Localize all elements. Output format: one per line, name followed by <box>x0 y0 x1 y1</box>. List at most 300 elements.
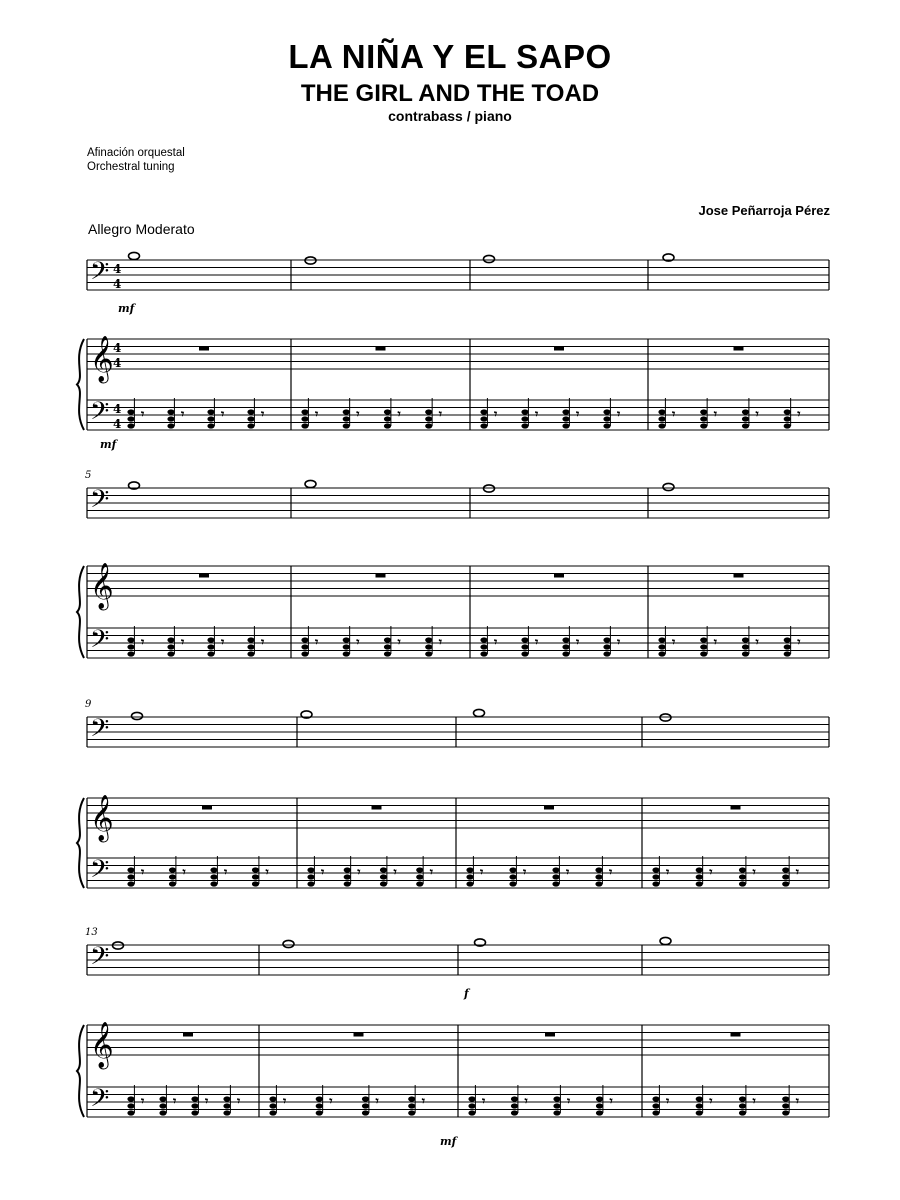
time-signature-bottom: 4 <box>113 417 122 431</box>
chord-note <box>468 1103 475 1108</box>
chord-note <box>167 637 174 642</box>
chord-note <box>603 423 610 428</box>
chord-note <box>480 651 487 656</box>
chord-note <box>739 1110 746 1115</box>
chord-note <box>521 651 528 656</box>
chord-note <box>652 1103 659 1108</box>
composer-name: Jose Peñarroja Pérez <box>698 203 830 218</box>
eighth-rest-icon: 𝄾 <box>429 865 433 879</box>
whole-note <box>663 483 674 490</box>
chord-note <box>207 409 214 414</box>
chord-note <box>159 1103 166 1108</box>
chord-note <box>603 644 610 649</box>
eighth-rest-icon: 𝄾 <box>567 1094 571 1108</box>
chord-note <box>167 423 174 428</box>
chord-note <box>301 644 308 649</box>
whole-rest-icon <box>199 574 209 578</box>
chord-note <box>742 637 749 642</box>
whole-note <box>474 709 485 716</box>
chord-note <box>782 1103 789 1108</box>
tuning-note-english: Orchestral tuning <box>87 161 175 173</box>
chord-note <box>700 651 707 656</box>
staff-lines <box>87 798 829 828</box>
chord-note <box>521 637 528 642</box>
chord-note <box>509 881 516 886</box>
chord-note <box>739 1103 746 1108</box>
whole-rest-icon <box>544 806 554 810</box>
eighth-rest-icon: 𝄾 <box>480 865 484 879</box>
chord-note <box>307 881 314 886</box>
chord-note <box>207 651 214 656</box>
time-signature-top: 4 <box>113 402 122 416</box>
chord-note <box>380 881 387 886</box>
chord-note <box>466 881 473 886</box>
eighth-rest-icon: 𝄾 <box>709 865 713 879</box>
chord-note <box>509 867 516 872</box>
eighth-rest-icon: 𝄾 <box>566 865 570 879</box>
chord-note <box>343 416 350 421</box>
eighth-rest-icon: 𝄾 <box>261 407 265 421</box>
chord-note <box>307 867 314 872</box>
chord-note <box>207 644 214 649</box>
eighth-rest-icon: 𝄾 <box>672 635 676 649</box>
chord-note <box>652 874 659 879</box>
staff-lines <box>87 628 829 658</box>
chord-note <box>343 637 350 642</box>
chord-note <box>127 409 134 414</box>
chord-note <box>301 423 308 428</box>
chord-note <box>596 1110 603 1115</box>
chord-note <box>384 644 391 649</box>
whole-note <box>484 255 495 262</box>
chord-note <box>603 637 610 642</box>
chord-note <box>552 881 559 886</box>
chord-note <box>468 1096 475 1101</box>
chord-note <box>696 1096 703 1101</box>
eighth-rest-icon: 𝄾 <box>393 865 397 879</box>
chord-note <box>384 637 391 642</box>
measure-number: 9 <box>85 699 92 710</box>
eighth-rest-icon: 𝄾 <box>438 407 442 421</box>
chord-note <box>210 881 217 886</box>
chord-note <box>739 881 746 886</box>
eighth-rest-icon: 𝄾 <box>524 1094 528 1108</box>
eighth-rest-icon: 𝄾 <box>609 865 613 879</box>
chord-note <box>167 644 174 649</box>
chord-note <box>652 1096 659 1101</box>
chord-note <box>207 637 214 642</box>
chord-note <box>191 1096 198 1101</box>
time-signature-top: 4 <box>113 262 122 276</box>
chord-note <box>169 867 176 872</box>
eighth-rest-icon: 𝄾 <box>261 635 265 649</box>
eighth-rest-icon: 𝄾 <box>666 1094 670 1108</box>
chord-note <box>562 423 569 428</box>
chord-note <box>384 651 391 656</box>
chord-note <box>782 867 789 872</box>
chord-note <box>247 409 254 414</box>
treble-clef-icon: 𝄞 <box>90 336 114 382</box>
piano-brace <box>77 1025 84 1117</box>
eighth-rest-icon: 𝄾 <box>141 1094 145 1108</box>
eighth-rest-icon: 𝄾 <box>237 1094 241 1108</box>
tuning-note-spanish: Afinación orquestal <box>87 147 185 159</box>
eighth-rest-icon: 𝄾 <box>617 407 621 421</box>
chord-note <box>425 644 432 649</box>
staff-lines <box>87 339 829 369</box>
chord-note <box>700 637 707 642</box>
eighth-rest-icon: 𝄾 <box>752 1094 756 1108</box>
chord-note <box>603 416 610 421</box>
chord-note <box>416 874 423 879</box>
chord-note <box>782 874 789 879</box>
chord-note <box>739 874 746 879</box>
eighth-rest-icon: 𝄾 <box>494 635 498 649</box>
chord-note <box>595 867 602 872</box>
chord-note <box>480 416 487 421</box>
chord-note <box>784 416 791 421</box>
chord-note <box>784 409 791 414</box>
eighth-rest-icon: 𝄾 <box>205 1094 209 1108</box>
eighth-rest-icon: 𝄾 <box>713 635 717 649</box>
chord-note <box>362 1103 369 1108</box>
chord-note <box>362 1096 369 1101</box>
whole-rest-icon <box>554 574 564 578</box>
eighth-rest-icon: 𝄾 <box>356 407 360 421</box>
chord-note <box>552 867 559 872</box>
eighth-rest-icon: 𝄾 <box>182 865 186 879</box>
chord-note <box>562 416 569 421</box>
instrumentation: contrabass / piano <box>388 108 512 124</box>
chord-note <box>343 651 350 656</box>
chord-note <box>416 881 423 886</box>
piece-subtitle: THE GIRL AND THE TOAD <box>300 80 600 107</box>
eighth-rest-icon: 𝄾 <box>181 635 185 649</box>
chord-note <box>127 874 134 879</box>
chord-note <box>742 644 749 649</box>
chord-note <box>553 1110 560 1115</box>
whole-note <box>305 480 316 487</box>
eighth-rest-icon: 𝄾 <box>224 865 228 879</box>
eighth-rest-icon: 𝄾 <box>535 407 539 421</box>
chord-note <box>696 881 703 886</box>
whole-rest-icon <box>734 347 744 351</box>
chord-note <box>343 423 350 428</box>
chord-note <box>425 423 432 428</box>
eighth-rest-icon: 𝄾 <box>283 1094 287 1108</box>
chord-note <box>127 1103 134 1108</box>
chord-note <box>553 1096 560 1101</box>
whole-rest-icon <box>545 1033 555 1037</box>
chord-note <box>223 1110 230 1115</box>
eighth-rest-icon: 𝄾 <box>181 407 185 421</box>
chord-note <box>652 867 659 872</box>
piano-brace <box>77 566 84 658</box>
eighth-rest-icon: 𝄾 <box>666 865 670 879</box>
chord-note <box>784 651 791 656</box>
chord-note <box>468 1110 475 1115</box>
eighth-rest-icon: 𝄾 <box>797 635 801 649</box>
chord-note <box>696 1103 703 1108</box>
eighth-rest-icon: 𝄾 <box>797 407 801 421</box>
chord-note <box>191 1110 198 1115</box>
chord-note <box>521 423 528 428</box>
eighth-rest-icon: 𝄾 <box>438 635 442 649</box>
chord-note <box>344 874 351 879</box>
chord-note <box>509 874 516 879</box>
chord-note <box>603 409 610 414</box>
eighth-rest-icon: 𝄾 <box>494 407 498 421</box>
eighth-rest-icon: 𝄾 <box>356 635 360 649</box>
chord-note <box>380 874 387 879</box>
chord-note <box>384 423 391 428</box>
chord-note <box>210 874 217 879</box>
chord-note <box>511 1096 518 1101</box>
chord-note <box>307 874 314 879</box>
chord-note <box>700 423 707 428</box>
treble-clef-icon: 𝄞 <box>90 563 114 609</box>
staff-lines <box>87 488 829 518</box>
chord-note <box>247 644 254 649</box>
chord-note <box>316 1110 323 1115</box>
chord-note <box>344 881 351 886</box>
eighth-rest-icon: 𝄾 <box>617 635 621 649</box>
chord-note <box>301 416 308 421</box>
chord-note <box>696 867 703 872</box>
chord-note <box>269 1103 276 1108</box>
chord-note <box>127 644 134 649</box>
chord-note <box>652 1110 659 1115</box>
piece-title: LA NIÑA Y EL SAPO <box>288 38 612 75</box>
eighth-rest-icon: 𝄾 <box>141 635 145 649</box>
eighth-rest-icon: 𝄾 <box>315 635 319 649</box>
chord-note <box>742 423 749 428</box>
chord-note <box>425 637 432 642</box>
chord-note <box>739 1096 746 1101</box>
chord-note <box>301 637 308 642</box>
chord-note <box>696 1110 703 1115</box>
chord-note <box>784 644 791 649</box>
dynamic-marking: f <box>464 987 469 1000</box>
chord-note <box>408 1110 415 1115</box>
chord-note <box>562 409 569 414</box>
chord-note <box>252 881 259 886</box>
chord-note <box>269 1096 276 1101</box>
chord-note <box>696 874 703 879</box>
whole-rest-icon <box>183 1033 193 1037</box>
whole-rest-icon <box>734 574 744 578</box>
chord-note <box>562 644 569 649</box>
chord-note <box>127 881 134 886</box>
chord-note <box>511 1103 518 1108</box>
chord-note <box>207 416 214 421</box>
chord-note <box>466 874 473 879</box>
whole-rest-icon <box>199 347 209 351</box>
chord-note <box>596 1096 603 1101</box>
chord-note <box>127 1096 134 1101</box>
chord-note <box>127 416 134 421</box>
chord-note <box>207 423 214 428</box>
piano-brace <box>77 798 84 888</box>
eighth-rest-icon: 𝄾 <box>173 1094 177 1108</box>
time-signature-top: 4 <box>113 341 122 355</box>
eighth-rest-icon: 𝄾 <box>576 635 580 649</box>
eighth-rest-icon: 𝄾 <box>535 635 539 649</box>
whole-note <box>129 252 140 259</box>
chord-note <box>652 881 659 886</box>
eighth-rest-icon: 𝄾 <box>375 1094 379 1108</box>
time-signature-bottom: 4 <box>113 356 122 370</box>
chord-note <box>408 1096 415 1101</box>
chord-note <box>362 1110 369 1115</box>
chord-note <box>159 1110 166 1115</box>
chord-note <box>343 409 350 414</box>
staff-lines <box>87 717 829 747</box>
whole-rest-icon <box>731 1033 741 1037</box>
dynamic-marking: mf <box>440 1135 457 1148</box>
bass-clef-icon: 𝄢 <box>90 1084 110 1119</box>
eighth-rest-icon: 𝄾 <box>482 1094 486 1108</box>
chord-note <box>782 1096 789 1101</box>
chord-note <box>408 1103 415 1108</box>
chord-note <box>223 1096 230 1101</box>
dynamic-marking: mf <box>118 302 135 315</box>
chord-note <box>127 423 134 428</box>
chord-note <box>416 867 423 872</box>
whole-note <box>660 937 671 944</box>
chord-note <box>596 1103 603 1108</box>
chord-note <box>480 644 487 649</box>
chord-note <box>127 651 134 656</box>
chord-note <box>742 409 749 414</box>
measure-number: 5 <box>85 470 92 481</box>
chord-note <box>595 881 602 886</box>
chord-note <box>784 423 791 428</box>
eighth-rest-icon: 𝄾 <box>321 865 325 879</box>
bass-clef-icon: 𝄢 <box>90 485 110 520</box>
chord-note <box>700 416 707 421</box>
chord-note <box>425 416 432 421</box>
eighth-rest-icon: 𝄾 <box>713 407 717 421</box>
chord-note <box>700 409 707 414</box>
bass-clef-icon: 𝄢 <box>90 942 110 977</box>
eighth-rest-icon: 𝄾 <box>609 1094 613 1108</box>
chord-note <box>562 637 569 642</box>
whole-rest-icon <box>202 806 212 810</box>
chord-note <box>595 874 602 879</box>
chord-note <box>380 867 387 872</box>
eighth-rest-icon: 𝄾 <box>397 407 401 421</box>
eighth-rest-icon: 𝄾 <box>755 407 759 421</box>
chord-note <box>658 644 665 649</box>
eighth-rest-icon: 𝄾 <box>576 407 580 421</box>
staff-lines <box>87 400 829 430</box>
chord-note <box>167 409 174 414</box>
chord-note <box>739 867 746 872</box>
chord-note <box>247 637 254 642</box>
chord-note <box>658 651 665 656</box>
chord-note <box>127 1110 134 1115</box>
eighth-rest-icon: 𝄾 <box>795 865 799 879</box>
chord-note <box>425 651 432 656</box>
chord-note <box>384 409 391 414</box>
chord-note <box>252 874 259 879</box>
eighth-rest-icon: 𝄾 <box>141 865 145 879</box>
chord-note <box>167 416 174 421</box>
chord-note <box>169 874 176 879</box>
eighth-rest-icon: 𝄾 <box>315 407 319 421</box>
chord-note <box>782 881 789 886</box>
eighth-rest-icon: 𝄾 <box>329 1094 333 1108</box>
chord-note <box>316 1096 323 1101</box>
staff-lines <box>87 566 829 596</box>
eighth-rest-icon: 𝄾 <box>752 865 756 879</box>
chord-note <box>562 651 569 656</box>
chord-note <box>191 1103 198 1108</box>
chord-note <box>480 423 487 428</box>
chord-note <box>301 409 308 414</box>
dynamic-marking: mf <box>100 438 117 451</box>
eighth-rest-icon: 𝄾 <box>141 407 145 421</box>
bass-clef-icon: 𝄢 <box>90 625 110 660</box>
chord-note <box>552 874 559 879</box>
piano-brace <box>77 339 84 430</box>
eighth-rest-icon: 𝄾 <box>523 865 527 879</box>
whole-rest-icon <box>554 347 564 351</box>
whole-rest-icon <box>376 347 386 351</box>
chord-note <box>343 644 350 649</box>
whole-rest-icon <box>376 574 386 578</box>
chord-note <box>316 1103 323 1108</box>
chord-note <box>269 1110 276 1115</box>
whole-rest-icon <box>354 1033 364 1037</box>
eighth-rest-icon: 𝄾 <box>357 865 361 879</box>
chord-note <box>782 1110 789 1115</box>
chord-note <box>344 867 351 872</box>
chord-note <box>521 409 528 414</box>
whole-note <box>283 940 294 947</box>
chord-note <box>127 867 134 872</box>
whole-note <box>132 712 143 719</box>
time-signature-bottom: 4 <box>113 277 122 291</box>
chord-note <box>247 416 254 421</box>
chord-note <box>658 423 665 428</box>
chord-note <box>742 416 749 421</box>
eighth-rest-icon: 𝄾 <box>421 1094 425 1108</box>
whole-rest-icon <box>372 806 382 810</box>
eighth-rest-icon: 𝄾 <box>397 635 401 649</box>
chord-note <box>511 1110 518 1115</box>
chord-note <box>480 409 487 414</box>
chord-note <box>658 637 665 642</box>
chord-note <box>247 651 254 656</box>
chord-note <box>252 867 259 872</box>
chord-note <box>603 651 610 656</box>
chord-note <box>553 1103 560 1108</box>
chord-note <box>742 651 749 656</box>
bass-clef-icon: 𝄢 <box>90 397 110 432</box>
tempo-marking: Allegro Moderato <box>88 221 195 237</box>
chord-note <box>223 1103 230 1108</box>
chord-note <box>700 644 707 649</box>
chord-note <box>480 637 487 642</box>
staff-lines <box>87 260 829 290</box>
eighth-rest-icon: 𝄾 <box>709 1094 713 1108</box>
chord-note <box>169 881 176 886</box>
measure-number: 13 <box>85 927 98 938</box>
chord-note <box>384 416 391 421</box>
bass-clef-icon: 𝄢 <box>90 855 110 890</box>
